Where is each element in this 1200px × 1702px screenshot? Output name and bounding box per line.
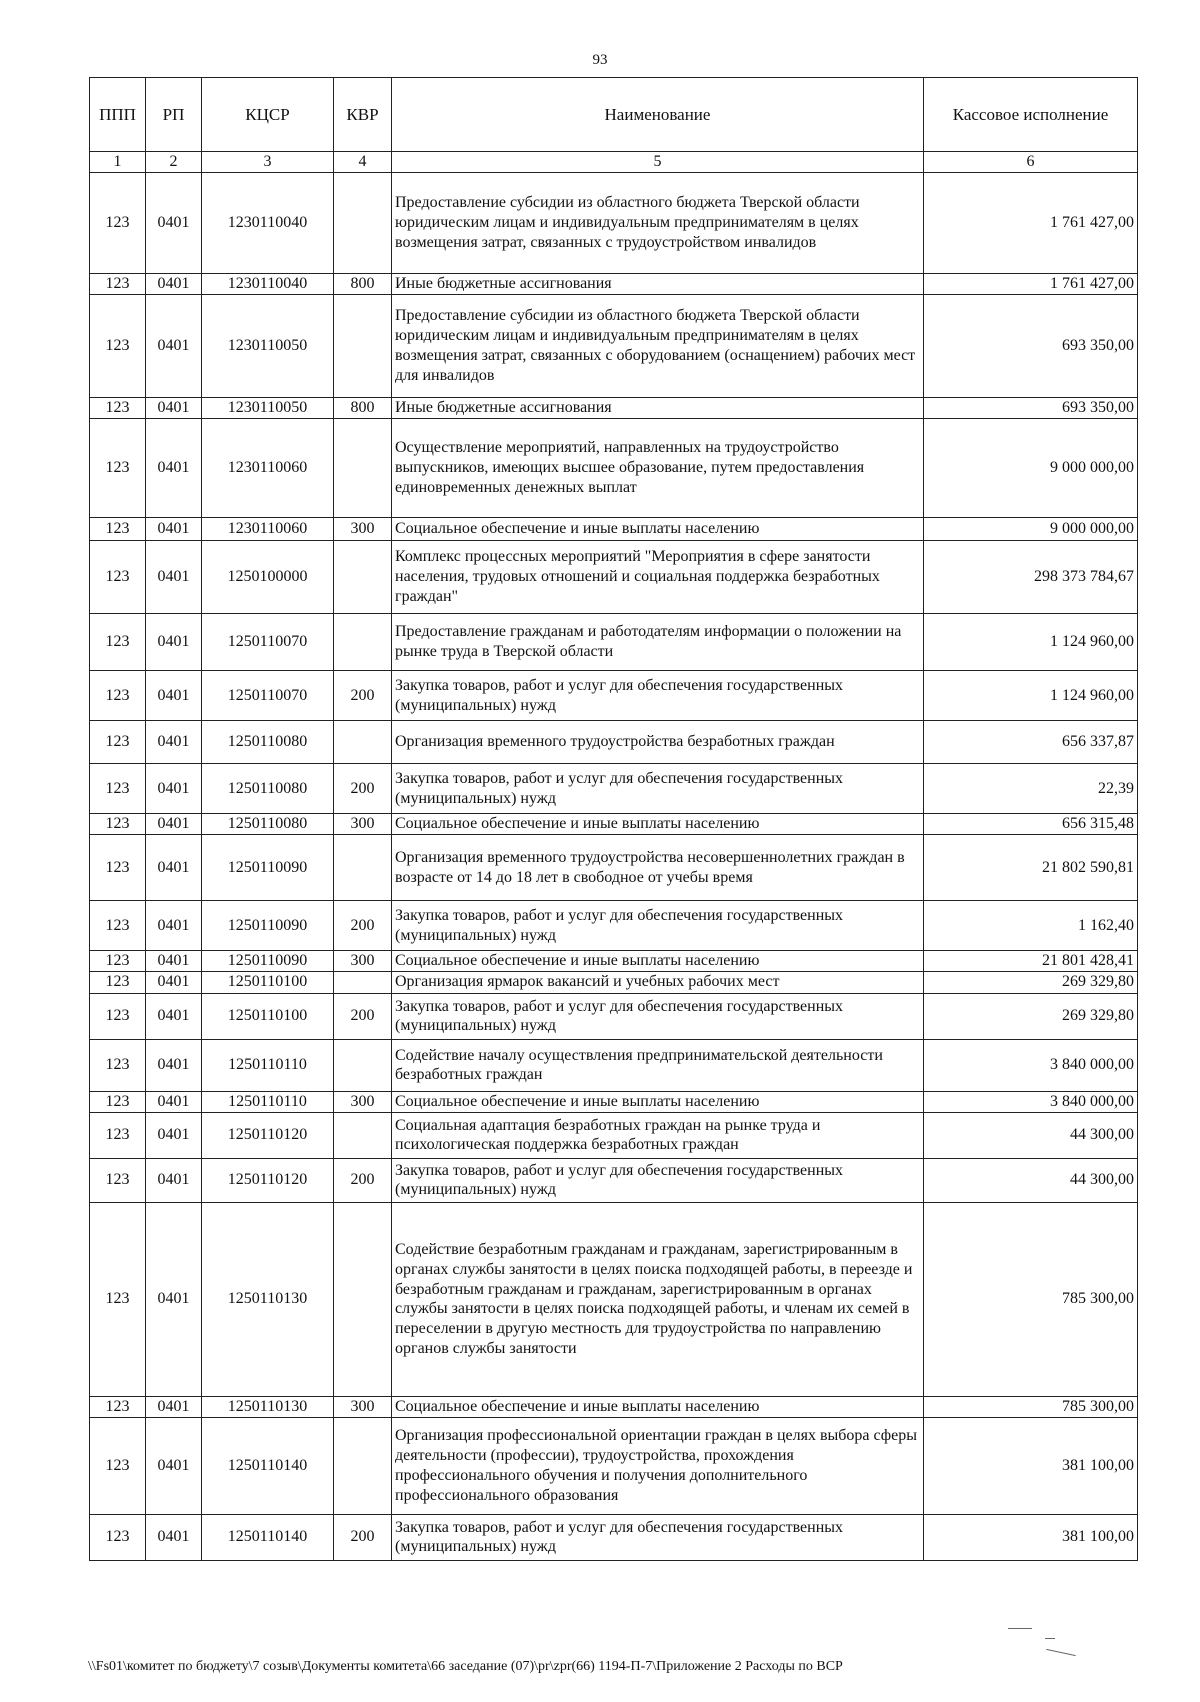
cell-name: Содействие началу осуществления предпринимательской деятельности безработных граждан (392, 1039, 924, 1091)
header-amount: Кассовое исполнение (924, 78, 1138, 152)
cell-kcsr: 1250110130 (202, 1396, 334, 1417)
table-row (90, 1112, 1138, 1158)
cell-rp: 0401 (146, 1158, 202, 1202)
page-number: 93 (592, 52, 608, 68)
cell-ppp: 123 (90, 1091, 146, 1112)
cell-ppp: 123 (90, 1396, 146, 1417)
cell-amount: 298 373 784,67 (924, 541, 1138, 614)
cell-ppp: 123 (90, 295, 146, 398)
table-row (90, 721, 1138, 764)
cell-rp: 0401 (146, 764, 202, 814)
cell-kvr (334, 835, 392, 901)
cell-ppp: 123 (90, 671, 146, 721)
cell-kcsr: 1250110070 (202, 614, 334, 671)
cell-kvr (334, 295, 392, 398)
cell-name: Содействие безработным гражданам и гражданам, зарегистрированным в органах службы занятости в целях поиска подходящей работы, в переезде и безработным гражданам и гражданам, зарегистрированным в органах службы занятости в целях поиска подходящей работы, и членам их семей в переселении в другую местность для трудоустройства по направлению органов службы занятости (392, 1202, 924, 1396)
cell-amount: 1 162,40 (924, 901, 1138, 951)
cell-rp: 0401 (146, 671, 202, 721)
table-row (90, 671, 1138, 721)
cell-kvr: 300 (334, 518, 392, 541)
cell-name: Предоставление субсидии из областного бюджета Тверской области юридическим лицам и индивидуальным предпринимателям в целях возмещения затрат, связанных с трудоустройством инвалидов (392, 173, 924, 274)
cell-ppp: 123 (90, 1514, 146, 1560)
cell-name: Социальное обеспечение и иные выплаты населению (392, 951, 924, 972)
cell-kcsr: 1250100000 (202, 541, 334, 614)
cell-name: Закупка товаров, работ и услуг для обеспечения государственных (муниципальных) нужд (392, 1158, 924, 1202)
column-index: 4 (334, 152, 392, 173)
table-row (90, 971, 1138, 993)
cell-amount: 21 801 428,41 (924, 951, 1138, 972)
cell-name: Закупка товаров, работ и услуг для обеспечения государственных (муниципальных) нужд (392, 764, 924, 814)
cell-kcsr: 1250110100 (202, 971, 334, 993)
cell-kcsr: 1230110050 (202, 398, 334, 419)
cell-amount: 381 100,00 (924, 1417, 1138, 1514)
cell-kvr (334, 1202, 392, 1396)
header-rp: РП (146, 78, 202, 152)
column-index-row (90, 152, 1138, 173)
cell-amount: 785 300,00 (924, 1202, 1138, 1396)
cell-kvr (334, 614, 392, 671)
cell-amount: 22,39 (924, 764, 1138, 814)
cell-kcsr: 1250110120 (202, 1158, 334, 1202)
cell-kcsr: 1250110090 (202, 835, 334, 901)
header-kcsr: КЦСР (202, 78, 334, 152)
cell-rp: 0401 (146, 1091, 202, 1112)
cell-kcsr: 1250110090 (202, 951, 334, 972)
cell-name: Социальное обеспечение и иные выплаты населению (392, 518, 924, 541)
cell-name: Социальное обеспечение и иные выплаты населению (392, 814, 924, 835)
cell-kvr: 200 (334, 1514, 392, 1560)
header-kvr: КВР (334, 78, 392, 152)
cell-name: Организация профессиональной ориентации граждан в целях выбора сферы деятельности (профессии), трудоустройства, прохождения профессионального обучения и получения дополнительного профессионального образования (392, 1417, 924, 1514)
cell-kcsr: 1250110110 (202, 1091, 334, 1112)
cell-ppp: 123 (90, 814, 146, 835)
cell-amount: 44 300,00 (924, 1158, 1138, 1202)
cell-ppp: 123 (90, 173, 146, 274)
table-row (90, 274, 1138, 295)
cell-amount: 693 350,00 (924, 398, 1138, 419)
cell-kcsr: 1250110140 (202, 1514, 334, 1560)
column-index: 1 (90, 152, 146, 173)
cell-kvr: 300 (334, 1396, 392, 1417)
cell-amount: 1 761 427,00 (924, 173, 1138, 274)
cell-name: Организация ярмарок вакансий и учебных рабочих мест (392, 971, 924, 993)
cell-kvr: 800 (334, 398, 392, 419)
cell-kcsr: 1250110080 (202, 721, 334, 764)
cell-kvr: 200 (334, 764, 392, 814)
cell-ppp: 123 (90, 518, 146, 541)
cell-kcsr: 1230110040 (202, 274, 334, 295)
cell-name: Закупка товаров, работ и услуг для обеспечения государственных (муниципальных) нужд (392, 901, 924, 951)
cell-kcsr: 1230110060 (202, 518, 334, 541)
cell-name: Организация временного трудоустройства безработных граждан (392, 721, 924, 764)
cell-kvr (334, 1417, 392, 1514)
cell-kcsr: 1250110140 (202, 1417, 334, 1514)
cell-kvr (334, 1039, 392, 1091)
cell-kvr (334, 541, 392, 614)
cell-kcsr: 1230110050 (202, 295, 334, 398)
cell-rp: 0401 (146, 419, 202, 518)
table-row (90, 993, 1138, 1039)
cell-amount: 3 840 000,00 (924, 1039, 1138, 1091)
cell-rp: 0401 (146, 721, 202, 764)
cell-name: Предоставление субсидии из областного бюджета Тверской области юридическим лицам и индивидуальным предпринимателям в целях возмещения затрат, связанных с оборудованием (оснащением) рабочих мест для инвалидов (392, 295, 924, 398)
cell-name: Социальная адаптация безработных граждан на рынке труда и психологическая поддержка безработных граждан (392, 1112, 924, 1158)
cell-kvr (334, 721, 392, 764)
column-index: 5 (392, 152, 924, 173)
cell-kcsr: 1250110090 (202, 901, 334, 951)
cell-kcsr: 1230110040 (202, 173, 334, 274)
cell-ppp: 123 (90, 1202, 146, 1396)
cell-rp: 0401 (146, 614, 202, 671)
cell-ppp: 123 (90, 971, 146, 993)
cell-rp: 0401 (146, 274, 202, 295)
table-row (90, 1091, 1138, 1112)
cell-rp: 0401 (146, 173, 202, 274)
column-index: 3 (202, 152, 334, 173)
cell-name: Организация временного трудоустройства несовершеннолетних граждан в возрасте от 14 до 18 лет в свободное от учебы время (392, 835, 924, 901)
table-row (90, 814, 1138, 835)
cell-kcsr: 1250110070 (202, 671, 334, 721)
cell-amount: 656 315,48 (924, 814, 1138, 835)
table-row (90, 419, 1138, 518)
cell-rp: 0401 (146, 1039, 202, 1091)
table-row (90, 951, 1138, 972)
cell-kvr: 200 (334, 993, 392, 1039)
table-row (90, 295, 1138, 398)
table-row (90, 1039, 1138, 1091)
cell-rp: 0401 (146, 1202, 202, 1396)
cell-name: Осуществление мероприятий, направленных на трудоустройство выпускников, имеющих высшее образование, путем предоставления единовременных денежных выплат (392, 419, 924, 518)
cell-amount: 9 000 000,00 (924, 419, 1138, 518)
scan-mark (1008, 1628, 1032, 1629)
table-row (90, 835, 1138, 901)
cell-amount: 693 350,00 (924, 295, 1138, 398)
cell-ppp: 123 (90, 274, 146, 295)
cell-kvr (334, 419, 392, 518)
cell-kvr: 200 (334, 901, 392, 951)
table-body (90, 173, 1138, 1561)
cell-kcsr: 1250110110 (202, 1039, 334, 1091)
cell-amount: 656 337,87 (924, 721, 1138, 764)
table-row (90, 1396, 1138, 1417)
table-row (90, 1514, 1138, 1560)
footer-file-path: \\Fs01\комитет по бюджету\7 созыв\Документы комитета\66 заседание (07)\pr\zpr(66) 1194-П-7\Приложение 2 Расходы по ВСР (88, 1659, 843, 1674)
cell-kvr: 300 (334, 1091, 392, 1112)
cell-ppp: 123 (90, 614, 146, 671)
table-row (90, 1417, 1138, 1514)
scan-mark (1045, 1638, 1055, 1639)
cell-name: Социальное обеспечение и иные выплаты населению (392, 1091, 924, 1112)
cell-amount: 21 802 590,81 (924, 835, 1138, 901)
cell-kcsr: 1250110130 (202, 1202, 334, 1396)
cell-amount: 3 840 000,00 (924, 1091, 1138, 1112)
cell-kcsr: 1250110120 (202, 1112, 334, 1158)
table-row (90, 1158, 1138, 1202)
cell-ppp: 123 (90, 1158, 146, 1202)
table-row (90, 398, 1138, 419)
cell-ppp: 123 (90, 1112, 146, 1158)
cell-amount: 269 329,80 (924, 971, 1138, 993)
cell-kcsr: 1230110060 (202, 419, 334, 518)
cell-ppp: 123 (90, 1417, 146, 1514)
cell-rp: 0401 (146, 1396, 202, 1417)
table-row (90, 764, 1138, 814)
cell-ppp: 123 (90, 951, 146, 972)
cell-rp: 0401 (146, 835, 202, 901)
table-row (90, 614, 1138, 671)
cell-kvr: 800 (334, 274, 392, 295)
cell-amount: 44 300,00 (924, 1112, 1138, 1158)
cell-rp: 0401 (146, 993, 202, 1039)
cell-kcsr: 1250110080 (202, 814, 334, 835)
cell-kcsr: 1250110080 (202, 764, 334, 814)
cell-rp: 0401 (146, 1514, 202, 1560)
cell-name: Закупка товаров, работ и услуг для обеспечения государственных (муниципальных) нужд (392, 671, 924, 721)
cell-kcsr: 1250110100 (202, 993, 334, 1039)
cell-kvr (334, 173, 392, 274)
cell-rp: 0401 (146, 1417, 202, 1514)
cell-kvr: 300 (334, 951, 392, 972)
cell-rp: 0401 (146, 541, 202, 614)
table-row (90, 173, 1138, 274)
table-row (90, 518, 1138, 541)
budget-table (89, 77, 1138, 1561)
cell-name: Иные бюджетные ассигнования (392, 398, 924, 419)
cell-rp: 0401 (146, 398, 202, 419)
cell-ppp: 123 (90, 541, 146, 614)
cell-ppp: 123 (90, 764, 146, 814)
cell-ppp: 123 (90, 993, 146, 1039)
table-row (90, 541, 1138, 614)
cell-amount: 1 761 427,00 (924, 274, 1138, 295)
header-ppp: ППП (90, 78, 146, 152)
cell-amount: 269 329,80 (924, 993, 1138, 1039)
cell-name: Закупка товаров, работ и услуг для обеспечения государственных (муниципальных) нужд (392, 993, 924, 1039)
scan-mark (1046, 1649, 1076, 1656)
cell-amount: 1 124 960,00 (924, 671, 1138, 721)
cell-ppp: 123 (90, 398, 146, 419)
cell-ppp: 123 (90, 901, 146, 951)
cell-ppp: 123 (90, 419, 146, 518)
column-index: 6 (924, 152, 1138, 173)
cell-amount: 9 000 000,00 (924, 518, 1138, 541)
cell-ppp: 123 (90, 1039, 146, 1091)
cell-name: Предоставление гражданам и работодателям информации о положении на рынке труда в Тверской области (392, 614, 924, 671)
cell-rp: 0401 (146, 518, 202, 541)
cell-name: Закупка товаров, работ и услуг для обеспечения государственных (муниципальных) нужд (392, 1514, 924, 1560)
cell-kvr (334, 971, 392, 993)
cell-ppp: 123 (90, 721, 146, 764)
cell-amount: 785 300,00 (924, 1396, 1138, 1417)
cell-rp: 0401 (146, 951, 202, 972)
cell-kvr: 200 (334, 671, 392, 721)
cell-rp: 0401 (146, 971, 202, 993)
cell-rp: 0401 (146, 814, 202, 835)
cell-amount: 1 124 960,00 (924, 614, 1138, 671)
cell-name: Иные бюджетные ассигнования (392, 274, 924, 295)
header-name: Наименование (392, 78, 924, 152)
cell-kvr: 300 (334, 814, 392, 835)
column-index: 2 (146, 152, 202, 173)
table-row (90, 901, 1138, 951)
cell-kvr: 200 (334, 1158, 392, 1202)
cell-rp: 0401 (146, 901, 202, 951)
cell-kvr (334, 1112, 392, 1158)
cell-ppp: 123 (90, 835, 146, 901)
cell-name: Социальное обеспечение и иные выплаты населению (392, 1396, 924, 1417)
cell-amount: 381 100,00 (924, 1514, 1138, 1560)
cell-name: Комплекс процессных мероприятий "Мероприятия в сфере занятости населения, трудовых отношений и социальная поддержка безработных граждан" (392, 541, 924, 614)
table-header-row (90, 78, 1138, 152)
table-row (90, 1202, 1138, 1396)
cell-rp: 0401 (146, 295, 202, 398)
cell-rp: 0401 (146, 1112, 202, 1158)
